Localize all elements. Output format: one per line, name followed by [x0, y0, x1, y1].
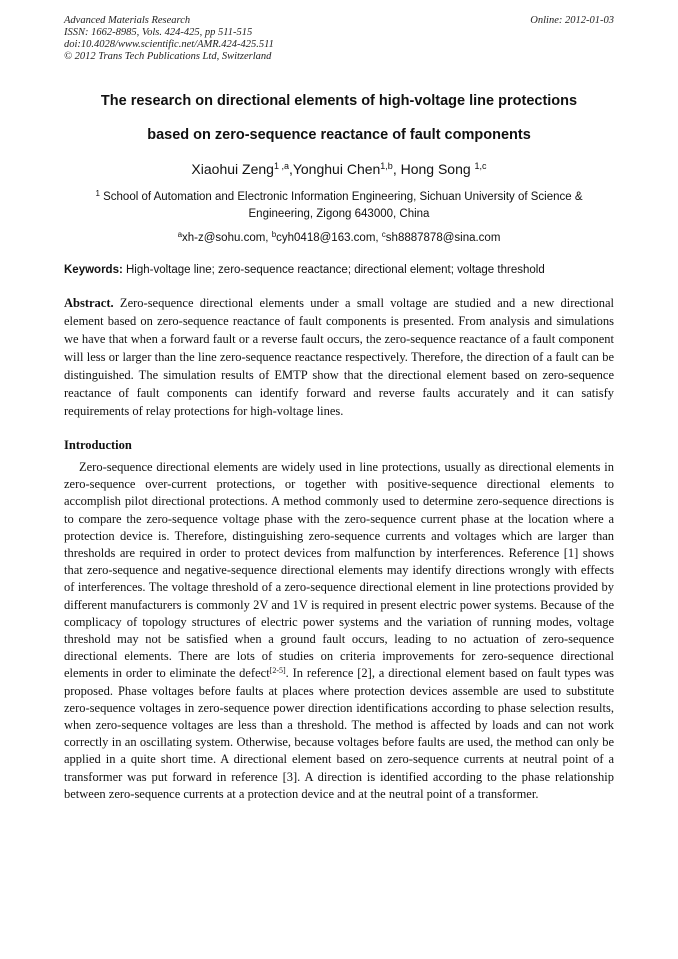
author-affiliation-sup: 1 ,a: [273, 161, 289, 171]
paper-title-line-1: The research on directional elements of high-voltage line protections: [100, 93, 578, 109]
email-separator: ,: [265, 232, 272, 244]
intro-text-part-1: Zero-sequence directional elements are widely used in line protections, usually as directional elements in zero-sequence over-current protections, or together with positive-sequence directional elements to accomplish pilot directional protections. A method commonly used to determine zero-sequence directions is to compare the zero-sequence voltage phase with the zero-sequence current phase at the location where a protection device is. Therefore, distinguishing zero-sequence currents and voltages which are larger than thresholds are required in order to protect devices from malfunction by interferences. Reference [1] shows that zero-sequence and negative-sequence directional elements may identify directions wrongly with effects of interferences. The voltage threshold of a zero-sequence directional element in line protections provided by different manufacturers is commonly 2V and 1V is required in present electric power systems. Because of the complicacy of topology structures of electric power systems and the variation of running modes, voltage threshold may not be satisfied when a ground fault occurs, leading to no actuation of zero-sequence directional elements. There are lots of studies on criteria improvements for zero-sequence directional elements in order to eliminate the defect: [64, 460, 614, 681]
email-sup: b: [271, 230, 277, 239]
email-link[interactable]: cyh0418@163.com: [276, 232, 376, 244]
email-sup: a: [177, 230, 183, 239]
keywords-label: Keywords:: [64, 264, 123, 276]
author-affiliation-sup: 1,c: [474, 161, 487, 171]
author-list: [64, 161, 614, 177]
issn-line: ISSN: 1662-8985, Vols. 424-425, pp 511-515: [64, 27, 253, 38]
author-affiliation-sup: 1,b: [380, 161, 393, 171]
author-name: Xiaohui Zeng: [191, 161, 274, 177]
keywords-text: High-voltage line; zero-sequence reactance; directional element; voltage threshold: [122, 264, 545, 276]
online-date: Online: 2012-01-03: [530, 15, 614, 26]
affiliation-text: School of Automation and Electronic Information Engineering, Sichuan University of Science & Engineering, Zigong 643000, China: [99, 191, 583, 220]
abstract-label: Abstract.: [64, 296, 114, 310]
keywords: [64, 264, 614, 276]
abstract-text: Zero-sequence directional elements under a small voltage are studied and a new directional element based on zero-sequence reactance of fault components is presented. From analysis and simulations we have that when a forward fault or a reverse fault occurs, the zero-sequence reactance of a fault component will less or larger than the line zero-sequence reactance respectively. Therefore, the direction of a fault can be distinguished. The simulation results of EMTP show that the directional element based on zero-sequence reactance of fault components can identify forward and reverse faults accurately and it can satisfy requirements of relay protections for high-voltage lines.: [64, 296, 614, 418]
introduction-paragraph: [64, 459, 614, 803]
copyright-line: © 2012 Trans Tech Publications Ltd, Switzerland: [64, 51, 272, 62]
author-emails: [64, 232, 614, 244]
intro-text-part-2: . In reference [2], a directional element based on fault types was proposed. Phase voltages before faults at places where protection devices assemble are used to substitute zero-sequence voltages in zero-sequence power direction identifications according to phase selection results, when zero-sequence voltages are less than a threshold. The method is affected by loads and can not work correctly in an oscillating system. Otherwise, because voltages before faults are used, the method can only be applied in a quite short time. A directional element based on zero-sequence currents at neutral point of a transformer was put forward in reference [3]. A direction is identified according to the phase relationship between zero-sequence currents at a protection device and at the neutral point of a transformer.: [64, 666, 615, 801]
journal-header: [64, 15, 614, 63]
paper-title-line-2: based on zero-sequence reactance of fault components: [147, 127, 531, 143]
email-link[interactable]: sh8887878@sina.com: [385, 232, 501, 244]
email-sup: c: [381, 230, 386, 239]
citation-ref: [2-5]: [269, 666, 286, 676]
author-name: Hong Song: [400, 161, 475, 177]
abstract: [64, 294, 614, 420]
author-name: Yonghui Chen: [292, 161, 381, 177]
author-separator: ,: [288, 161, 293, 177]
doi-line: doi:10.4028/www.scientific.net/AMR.424-425.511: [64, 39, 274, 50]
email-link[interactable]: xh-z@sohu.com: [182, 232, 266, 244]
affiliation: [64, 189, 614, 223]
section-heading-introduction: Introduction: [64, 438, 132, 452]
affiliation-sup: 1: [95, 189, 100, 198]
journal-name: Advanced Materials Research: [64, 15, 191, 26]
email-separator: ,: [375, 232, 382, 244]
author-separator: ,: [392, 161, 401, 177]
